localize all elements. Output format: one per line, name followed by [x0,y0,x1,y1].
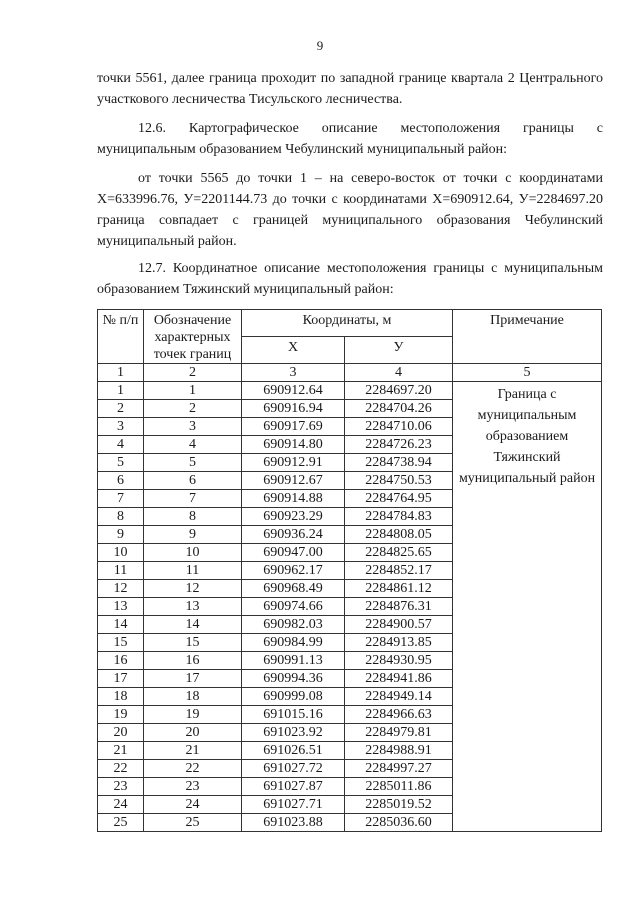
y-coordinate-cell: 2284941.86 [345,670,453,688]
y-coordinate-cell: 2284900.57 [345,616,453,634]
section-12-7-heading: 12.7. Координатное описание местоположения границы с муниципальным образованием Тяжинский муниципальный район: [97,261,603,297]
row-number-cell: 11 [98,562,144,580]
point-designation-cell: 20 [144,724,242,742]
point-designation-cell: 19 [144,706,242,724]
row-number-cell: 17 [98,670,144,688]
x-coordinate-cell: 690914.88 [242,490,345,508]
row-number-cell: 10 [98,544,144,562]
table-body [98,364,602,832]
y-coordinate-cell: 2284852.17 [345,562,453,580]
table-row [98,382,602,400]
header-coords: Координаты, м [242,310,453,337]
row-number-cell: 13 [98,598,144,616]
row-number-cell: 3 [98,418,144,436]
x-coordinate-cell: 691027.87 [242,778,345,796]
point-designation-cell: 13 [144,598,242,616]
section-12-6-heading: 12.6. Картографическое описание местоположения границы с муниципальным образованием Чебулинский муниципальный район: [97,121,603,157]
page-number: 9 [316,38,324,53]
row-number-cell: 16 [98,652,144,670]
point-designation-cell: 14 [144,616,242,634]
x-coordinate-cell: 690912.91 [242,454,345,472]
y-coordinate-cell: 2284825.65 [345,544,453,562]
column-number: 2 [144,364,242,382]
x-coordinate-cell: 690947.00 [242,544,345,562]
x-coordinate-cell: 690991.13 [242,652,345,670]
row-number-cell: 12 [98,580,144,598]
row-number-cell: 23 [98,778,144,796]
point-designation-cell: 1 [144,382,242,400]
point-designation-cell: 25 [144,814,242,832]
x-coordinate-cell: 690912.64 [242,382,345,400]
point-designation-cell: 11 [144,562,242,580]
point-designation-cell: 4 [144,436,242,454]
row-number-cell: 2 [98,400,144,418]
header-num: № п/п [98,310,144,364]
y-coordinate-cell: 2284784.83 [345,508,453,526]
y-coordinate-cell: 2284808.05 [345,526,453,544]
y-coordinate-cell: 2284949.14 [345,688,453,706]
column-number: 4 [345,364,453,382]
row-number-cell: 1 [98,382,144,400]
x-coordinate-cell: 690968.49 [242,580,345,598]
y-coordinate-cell: 2284738.94 [345,454,453,472]
y-coordinate-cell: 2284750.53 [345,472,453,490]
row-number-cell: 7 [98,490,144,508]
coordinates-table [97,309,602,832]
note-cell: Граница с муниципальным образованием Тяжинский муниципальный район [453,382,602,832]
header-y: У [345,337,453,364]
point-designation-cell: 3 [144,418,242,436]
x-coordinate-cell: 690923.29 [242,508,345,526]
header-note: Примечание [453,310,602,364]
x-coordinate-cell: 691027.72 [242,760,345,778]
x-coordinate-cell: 690984.99 [242,634,345,652]
row-number-cell: 5 [98,454,144,472]
row-number-cell: 8 [98,508,144,526]
section-12-6-description: от точки 5565 до точки 1 – на северо-восток от точки с координатами Х=633996.76, У=2201144.73 до точки с координатами Х=690912.64, У=2284697.20 граница совпадает с границей муниципального образования Чебулинский муниципальный район. [97,171,603,249]
y-coordinate-cell: 2284979.81 [345,724,453,742]
point-designation-cell: 12 [144,580,242,598]
row-number-cell: 4 [98,436,144,454]
paragraph-continuation: точки 5561, далее граница проходит по западной границе квартала 2 Центрального участкового лесничества Тисульского лесничества. [97,71,603,107]
point-designation-cell: 16 [144,652,242,670]
point-designation-cell: 8 [144,508,242,526]
row-number-cell: 6 [98,472,144,490]
column-number: 1 [98,364,144,382]
x-coordinate-cell: 691023.92 [242,724,345,742]
column-number: 3 [242,364,345,382]
y-coordinate-cell: 2285019.52 [345,796,453,814]
y-coordinate-cell: 2284861.12 [345,580,453,598]
y-coordinate-cell: 2285011.86 [345,778,453,796]
point-designation-cell: 21 [144,742,242,760]
point-designation-cell: 6 [144,472,242,490]
row-number-cell: 20 [98,724,144,742]
point-designation-cell: 17 [144,670,242,688]
point-designation-cell: 2 [144,400,242,418]
column-number: 5 [453,364,602,382]
y-coordinate-cell: 2284997.27 [345,760,453,778]
x-coordinate-cell: 690962.17 [242,562,345,580]
y-coordinate-cell: 2284876.31 [345,598,453,616]
row-number-cell: 14 [98,616,144,634]
y-coordinate-cell: 2284930.95 [345,652,453,670]
x-coordinate-cell: 690974.66 [242,598,345,616]
point-designation-cell: 9 [144,526,242,544]
x-coordinate-cell: 690914.80 [242,436,345,454]
column-number-row [98,364,602,382]
x-coordinate-cell: 690982.03 [242,616,345,634]
y-coordinate-cell: 2284764.95 [345,490,453,508]
y-coordinate-cell: 2284988.91 [345,742,453,760]
x-coordinate-cell: 691015.16 [242,706,345,724]
point-designation-cell: 23 [144,778,242,796]
row-number-cell: 9 [98,526,144,544]
y-coordinate-cell: 2284966.63 [345,706,453,724]
row-number-cell: 18 [98,688,144,706]
point-designation-cell: 5 [144,454,242,472]
x-coordinate-cell: 690999.08 [242,688,345,706]
y-coordinate-cell: 2284710.06 [345,418,453,436]
point-designation-cell: 15 [144,634,242,652]
y-coordinate-cell: 2284726.23 [345,436,453,454]
point-designation-cell: 7 [144,490,242,508]
point-designation-cell: 10 [144,544,242,562]
x-coordinate-cell: 691027.71 [242,796,345,814]
x-coordinate-cell: 690994.36 [242,670,345,688]
y-coordinate-cell: 2284704.26 [345,400,453,418]
row-number-cell: 21 [98,742,144,760]
header-designation: Обозначение характерных точек границ [144,310,242,364]
x-coordinate-cell: 690917.69 [242,418,345,436]
x-coordinate-cell: 690936.24 [242,526,345,544]
point-designation-cell: 22 [144,760,242,778]
point-designation-cell: 24 [144,796,242,814]
row-number-cell: 15 [98,634,144,652]
y-coordinate-cell: 2285036.60 [345,814,453,832]
point-designation-cell: 18 [144,688,242,706]
row-number-cell: 19 [98,706,144,724]
row-number-cell: 25 [98,814,144,832]
x-coordinate-cell: 691026.51 [242,742,345,760]
row-number-cell: 24 [98,796,144,814]
header-x: Х [242,337,345,364]
row-number-cell: 22 [98,760,144,778]
y-coordinate-cell: 2284697.20 [345,382,453,400]
x-coordinate-cell: 691023.88 [242,814,345,832]
x-coordinate-cell: 690916.94 [242,400,345,418]
x-coordinate-cell: 690912.67 [242,472,345,490]
y-coordinate-cell: 2284913.85 [345,634,453,652]
